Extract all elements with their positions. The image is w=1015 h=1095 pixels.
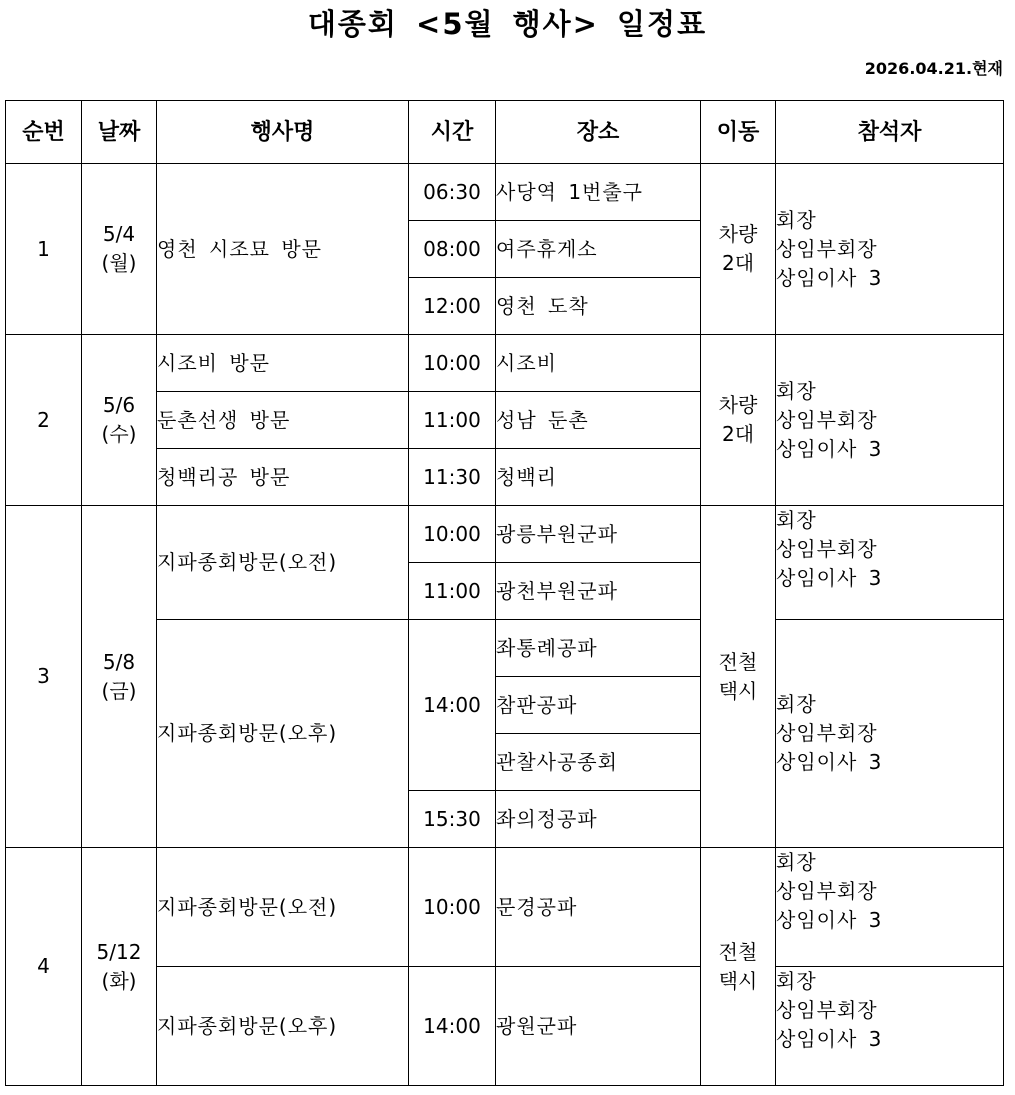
event-time: 15:30 [409,791,496,848]
attendee: 상임부회장 [776,998,878,1022]
header-place: 장소 [496,101,701,164]
event-time: 12:00 [409,278,496,335]
event-place: 청백리 [496,449,701,506]
transport [701,335,776,506]
attendee: 상임부회장 [776,879,878,903]
attendee: 상임이사 3 [776,436,883,461]
day-of-week: (화) [101,968,137,993]
event-name: 지파종회방문(오전) [157,506,409,620]
transport-line: 택시 [718,678,758,703]
transport-line: 차량 [718,393,758,417]
header-time: 시간 [409,101,496,164]
event-place: 광릉부원군파 [496,506,701,563]
table-row [6,164,1004,221]
attendee: 상임이사 3 [776,1027,883,1051]
event-name: 시조비 방문 [157,335,409,392]
event-place: 좌의정공파 [496,791,701,848]
page-title: 대종회 <5월 행사> 일정표 [307,7,708,41]
event-place: 사당역 1번출구 [496,164,701,221]
event-place: 광원군파 [496,967,701,1086]
transport-line: 차량 [718,222,758,246]
attendees [776,620,1004,848]
day-of-week: (월) [101,251,137,275]
event-time: 11:00 [409,392,496,449]
date-value: 5/4 [102,222,136,246]
event-time: 14:00 [409,967,496,1086]
row-number: 3 [6,506,82,848]
attendee: 상임부회장 [776,721,878,745]
event-name: 청백리공 방문 [157,449,409,506]
attendee: 상임이사 3 [776,265,883,290]
row-number: 1 [6,164,82,335]
transport-line: 2대 [721,251,755,275]
transport-line: 전철 [718,649,758,674]
attendee: 회장 [776,207,817,232]
attendees [776,506,1004,620]
transport-line: 택시 [718,968,758,993]
header-date: 날짜 [82,101,157,164]
attendee: 상임이사 3 [776,908,883,932]
event-time: 06:30 [409,164,496,221]
event-time: 10:00 [409,506,496,563]
row-date [82,506,157,848]
header-attendees: 참석자 [776,101,1004,164]
attendees [776,164,1004,335]
as-of-date: 2026.04.21.현재 [864,59,1003,78]
transport [701,164,776,335]
transport-line: 2대 [721,422,755,446]
day-of-week: (수) [101,422,137,446]
event-place: 성남 둔촌 [496,392,701,449]
table-row [6,335,1004,392]
transport [701,848,776,1086]
date-value: 5/12 [96,939,142,964]
row-number: 4 [6,848,82,1086]
event-place: 여주휴게소 [496,221,701,278]
row-number: 2 [6,335,82,506]
event-place: 광천부원군파 [496,563,701,620]
date-value: 5/6 [102,393,136,417]
event-name: 둔촌선생 방문 [157,392,409,449]
row-date [82,164,157,335]
event-time: 11:00 [409,563,496,620]
attendee: 상임이사 3 [776,566,883,590]
attendee: 상임부회장 [776,407,878,432]
attendee: 회장 [776,508,817,532]
attendee: 상임부회장 [776,236,878,261]
attendees [776,335,1004,506]
attendees [776,967,1004,1086]
attendee: 회장 [776,969,817,993]
attendee: 상임부회장 [776,537,878,561]
day-of-week: (금) [101,678,137,703]
attendee: 상임이사 3 [776,750,883,774]
schedule-table [5,100,1004,1086]
row-date [82,848,157,1086]
attendee: 회장 [776,378,817,403]
event-time: 10:00 [409,848,496,967]
event-time: 11:30 [409,449,496,506]
transport [701,506,776,848]
event-time: 14:00 [409,620,496,791]
attendee: 회장 [776,692,817,716]
table-row [6,506,1004,563]
event-place: 참판공파 [496,677,701,734]
event-name: 지파종회방문(오전) [157,848,409,967]
transport-line: 전철 [718,939,758,964]
date-value: 5/8 [102,649,136,674]
event-time: 08:00 [409,221,496,278]
attendees [776,848,1004,967]
table-header-row [6,101,1004,164]
header-no: 순번 [6,101,82,164]
event-place: 문경공파 [496,848,701,967]
event-name: 지파종회방문(오후) [157,620,409,848]
header-event-name: 행사명 [157,101,409,164]
attendee: 회장 [776,850,817,874]
event-name: 지파종회방문(오후) [157,967,409,1086]
header-transport: 이동 [701,101,776,164]
table-row [6,848,1004,967]
row-date [82,335,157,506]
event-place: 영천 도착 [496,278,701,335]
event-name: 영천 시조묘 방문 [157,164,409,335]
event-place: 시조비 [496,335,701,392]
event-place: 좌통례공파 [496,620,701,677]
event-place: 관찰사공종회 [496,734,701,791]
event-time: 10:00 [409,335,496,392]
